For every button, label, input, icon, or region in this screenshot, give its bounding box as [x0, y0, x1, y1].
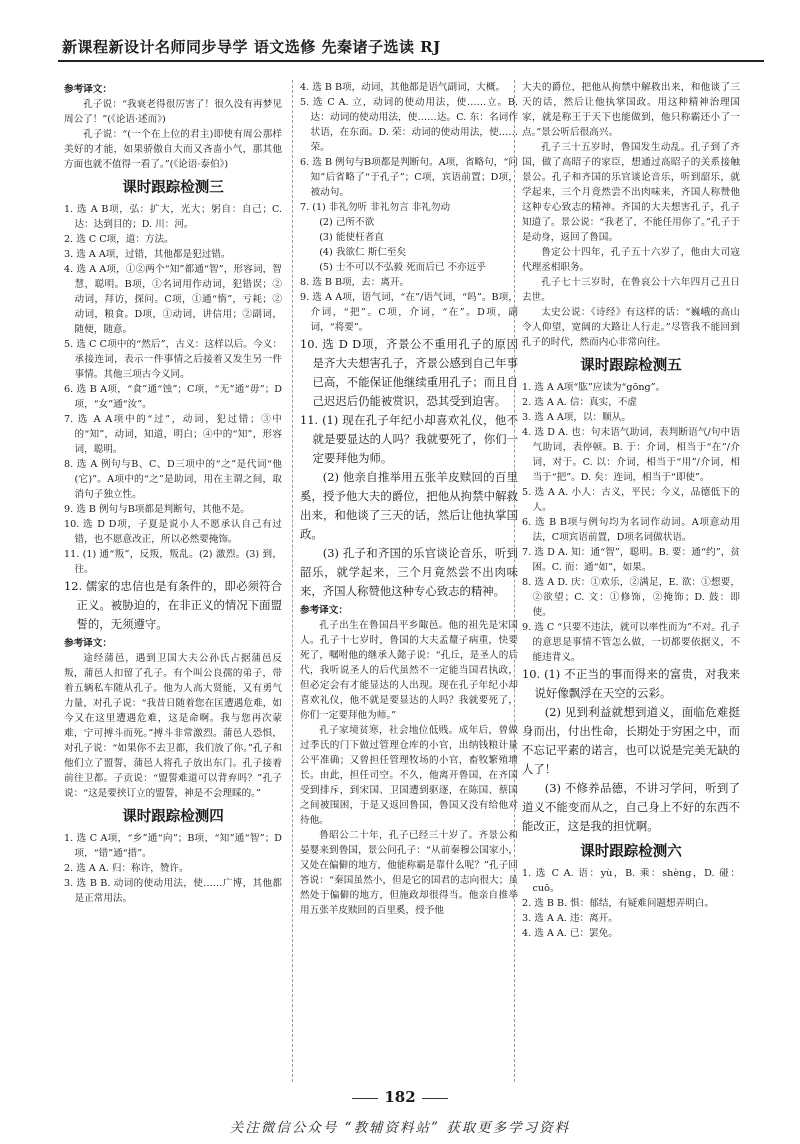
section-title-6: 课时跟踪检测六 [580, 844, 682, 860]
paragraph: 鲁定公十四年，孔子五十六岁了，他由大司寇代理丞相职务。 [522, 247, 740, 273]
page-header: 新课程新设计名师同步导学 语文选修 先秦诸子选读 RJ [62, 38, 441, 56]
paragraph: 孔子说：“我衰老得很厉害了！很久没有再梦见周公了！”(《论语·述而》) [64, 99, 282, 125]
reference-translation-label: 参考译文： [64, 638, 112, 649]
section-title-5: 课时跟踪检测五 [580, 358, 682, 374]
answer-item: 6. 选 B B项与例句均为名词作动词。A项意动用法，C项宾语前置，D项名词做状语。 [522, 517, 740, 543]
answer-item: 1. 选 A B项，弘：扩大，光大；躬自：自己；C. 达：达到目的；D. 川：河。 [64, 204, 282, 230]
answer-subitem: (3) 孔子和齐国的乐官谈论音乐，听到韶乐，就学起来，三个月竟然尝不出肉味来，齐国人称赞他这种专心致志的精神。 [300, 546, 518, 598]
answer-item: 4. 选 A A. 已：罢免。 [522, 928, 618, 939]
answer-item: 1. 选 C A. 语：yù，B. 乘：shèng，D. 碰：cuō。 [522, 868, 740, 894]
page-number-dash-right [422, 1098, 448, 1099]
footer-note: 关注微信公众号 “教辅资料站” 获取更多学习资料 [229, 1120, 571, 1136]
answer-item: 7. 选 A A项中的“过”，动词，犯过错；③中的“知”，动词，知道，明白；④中的“知”，形容词，聪明。 [64, 414, 282, 455]
answer-item: 6. 选 B 例句与B项都是判断句。A项，省略句，“问知”后省略了“于孔子”；C项，宾语前置；D项，被动句。 [300, 157, 518, 198]
answer-subitem: (2) 见到利益就想到道义，面临危难挺身而出，付出性命，长期处于穷困之中，而不忘记平素的诺言，也可以说是完美无缺的人了！ [522, 705, 740, 776]
reference-translation-label: 参考译文： [64, 84, 112, 95]
paragraph: 孔子出生在鲁国昌平乡陬邑。他的祖先是宋国人。孔子十七岁时，鲁国的大夫孟釐子病重，快要死了，嘱咐他的继承人懿子说：“孔丘，是圣人的后代，我听说圣人的后代虽然不一定能当国君执政，但必定会有才能显达的人出现。现在孔子年纪小却喜欢礼仪，他不就是要显达的人吗？我就要死了，你们一定要拜他为师。” [300, 620, 518, 721]
answer-item: 2. 选 C C项，道：方法。 [64, 234, 174, 245]
page-number-dash-left [352, 1098, 378, 1099]
paragraph: 大夫的爵位，把他从拘禁中解救出来，和他谈了三天的话，然后让他执掌国政。用这种精神治理国家，就是称王于天下也能做到，他只称霸还小了一点。”景公听后很高兴。 [522, 82, 740, 138]
paragraph: 孔子三十五岁时，鲁国发生动乱。孔子到了齐国，做了高昭子的家臣，想通过高昭子的关系接触景公。孔子和齐国的乐官谈论音乐，听到韶乐，就学起来，三个月竟然尝不出肉味来，齐国人称赞他这种专心致志的精神。齐国的大夫想害孔子，孔子知道了。景公说：“我老了，不能任用你了。”孔子于是动身，返回了鲁国。 [522, 142, 740, 243]
answer-item: 6. 选 B A项，“食”通“蚀”；C项，“无”通“毋”；D项，“女”通“汝”。 [64, 384, 282, 410]
answer-item: 10. 选 D D项，子夏是说小人不愿承认自己有过错，也不愿意改正，所以必然要掩饰。 [64, 519, 282, 545]
answer-subitem: (5) 士不可以不弘毅 死而后已 不亦远乎 [319, 262, 486, 273]
answer-item: 7. 选 D A. 知：通“智”，聪明。B. 要：通“约”，贫困。C. 而：通“如”，如果。 [522, 547, 740, 573]
answer-item: 4. 选 D A. 也：句末语气助词，表判断语气/句中语气助词，表停顿。B. 于：介词，相当于“在”/介词，对于。C. 以：介词，相当于“用”/介词，相当于“把”。D. 矣：连词，相当于“即使”。 [522, 427, 740, 483]
paragraph: 鲁昭公二十年，孔子已经三十岁了。齐景公和晏婴来到鲁国，景公问孔子：“从前秦穆公国家小，又处在偏僻的地方，他能称霸是靠什么呢？”孔子回答说：“秦国虽然小，但是它的国君的志向很大；虽然处于偏僻的地方，但施政却很得当。他亲自推举用五张羊皮赎回的百里奚，授予他 [300, 830, 518, 916]
paragraph: 太史公说：《诗经》有这样的话：“巍峨的高山令人仰望，宽阔的大路让人行走。”尽管我不能回到孔子的时代，然而内心非常向往。 [522, 307, 740, 348]
paragraph: 孔子说：“(一个在上位的君主)即使有周公那样美好的才能，如果骄傲自大而又吝啬小气，那其他方面也就不值得一看了。”(《论语·泰伯》) [64, 129, 282, 170]
answer-item: 5. 选 A A. 小人：古义，平民；今义，品德低下的人。 [522, 487, 740, 513]
answer-item: 3. 选 A A. 违：离开。 [522, 913, 618, 924]
answer-subitem: (2) 己所不欲 [319, 217, 375, 228]
answer-item: 1. 选 A A项“肱”应读为“gōng”。 [522, 382, 666, 393]
answer-item: 2. 选 A A. 信：真实，不虚 [522, 397, 638, 408]
answer-item: 2. 选 A A. 归：称许，赞许。 [64, 863, 189, 874]
section-title-4: 课时跟踪检测四 [122, 809, 224, 825]
header-rule [58, 60, 764, 62]
paragraph: 途经蒲邑，遇到卫国大夫公孙氏占据蒲邑反叛，蒲邑人扣留了孔子。有个叫公良孺的弟子，带着五辆私车随从孔子。他为人高大贤能，又有勇气力量，对孔子说：“我昔日随着您在匡遭遇危难，如今又在这里遭遇危难，这是命啊。我与您再次蒙难，宁可搏斗而死。”搏斗非常激烈。蒲邑人恐惧，对孔子说：“如果你不去卫都，我们放了你。”孔子和他们立了盟誓，蒲邑人将孔子放出东门。孔子接着前往卫都。子贡说：“盟誓难道可以背弃吗？”孔子说：“这是要挟订立的盟誓，神是不会理睬的。” [64, 653, 282, 799]
answer-item-10: 10. (1) 不正当的事而得来的富贵，对我来说好像飘浮在天空的云彩。 [522, 667, 740, 700]
answer-item: 8. 选 B B项，去：离开。 [300, 277, 410, 288]
column-middle [300, 80, 518, 918]
answer-item: 5. 选 C C项中的“然后”，古义：这样以后。今义：承接连词，表示一件事情之后接着又发生另一件事情。其他三项古今义同。 [64, 339, 282, 380]
answer-subitem: (3) 能使枉者直 [319, 232, 384, 243]
answer-item: 9. 选 B 例句与B项都是判断句，其他不是。 [64, 504, 250, 515]
column-separator-1 [292, 80, 293, 1082]
answer-item: 8. 选 A 例句与B、C、D三项中的“之”是代词“他(它)”。A项中的“之”是助词，用在主谓之间，取消句子独立性。 [64, 459, 282, 500]
column-right [522, 80, 740, 941]
answer-item-10: 10. 选 D D项，齐景公不重用孔子的原因是齐大夫想害孔子，齐景公感到自己年事已高，不能保证他继续重用孔子；而且自己迟迟后仍能被赏识，恐其受到迫害。 [300, 337, 518, 408]
paragraph: 孔子七十三岁时，在鲁哀公十六年四月己丑日去世。 [522, 277, 740, 303]
answer-subitem: (2) 他亲自推举用五张羊皮赎回的百里奚，授予他大夫的爵位，把他从拘禁中解救出来，和他谈了三天的话，然后让他执掌国政。 [300, 470, 518, 541]
answer-item: 3. 选 A A项，以：顺从。 [522, 412, 631, 423]
reference-translation-label: 参考译文： [300, 605, 348, 616]
answer-item: 5. 选 C A. 立，动词的使动用法，使……立。B. 达：动词的使动用法，使……达。C. 东：名词作状语，在东面。D. 荣：动词的使动用法，使……荣。 [300, 97, 518, 153]
page-number-text: 182 [384, 1088, 416, 1106]
column-left [64, 80, 282, 906]
answer-item: 4. 选 A A项，①②两个“知”都通“智”，形容词，智慧，聪明。B项，①名词用作动词，犯错误；②动词，拜访，探问。C项，①通“惰”，亏耗；②动词，粮食。D项，①动词，讲信用；②副词，随便，随意。 [64, 264, 282, 335]
answer-item: 1. 选 C A项，“乡”通“向”；B项，“知”通“智”；D项，“错”通“措”。 [64, 833, 282, 859]
answer-item: 11. (1) 通“叛”，反叛，叛乱。(2) 激烈。(3) 到，往。 [64, 549, 282, 575]
answer-item: 2. 选 B B. 惧：郁结，有疑难问题想弄明白。 [522, 898, 715, 909]
answer-item: 7. (1) 非礼勿听 非礼勿言 非礼勿动 [300, 202, 451, 213]
section-title-3: 课时跟踪检测三 [122, 180, 224, 196]
answer-item-12: 12. 儒家的忠信也是有条件的，即必须符合正义。被胁迫的，在非正义的情况下面盟誓的，无须遵守。 [64, 579, 282, 631]
paragraph: 孔子家境贫寒，社会地位低贱。成年后，曾做过季氏的门下做过管理仓库的小官，出纳钱粮计量公平准确；又曾担任管理牧场的小官，畜牧繁殖增长。由此，担任司空。不久，他离开鲁国，在齐国受到排斥，到宋国、卫国遭到驱逐，在陈国、蔡国之间被围困，于是又返回鲁国，鲁国又没有给他对待他。 [300, 725, 518, 826]
answer-item-11: 11. (1) 现在孔子年纪小却喜欢礼仪，他不就是要显达的人吗？我就要死了，你们一定要拜他为师。 [300, 413, 518, 465]
answer-subitem: (3) 不修养品德，不讲习学问，听到了道义不能变而从之，自己身上不好的东西不能改正，这是我的担忧啊。 [522, 781, 740, 833]
answer-item: 9. 选 C “只要不违法，就可以率性而为”不对。孔子的意思是事情不管怎么做，一切都要依据义，不能违背义。 [522, 622, 740, 663]
answer-subitem: (4) 我欲仁 斯仁至矣 [319, 247, 407, 258]
page-number [0, 1088, 800, 1106]
answer-item: 4. 选 B B项，动词，其他都是语气副词，大概。 [300, 82, 506, 93]
answer-item: 9. 选 A A项，语气词，“在”/语气词，“吗”。B项，介词，“把”。C项，介词，“在”。D项，副词，“将要”。 [300, 292, 518, 333]
answer-item: 3. 选 A A项，过错，其他都是犯过错。 [64, 249, 231, 260]
answer-item: 8. 选 A D. 庆：①欢乐，②满足，E. 欲：①想要，②欲望；C. 文：①修饰，②掩饰；D. 鼓：即使。 [522, 577, 740, 618]
answer-item: 3. 选 B B. 动词的使动用法，使……广博，其他都是正常用法。 [64, 878, 282, 904]
